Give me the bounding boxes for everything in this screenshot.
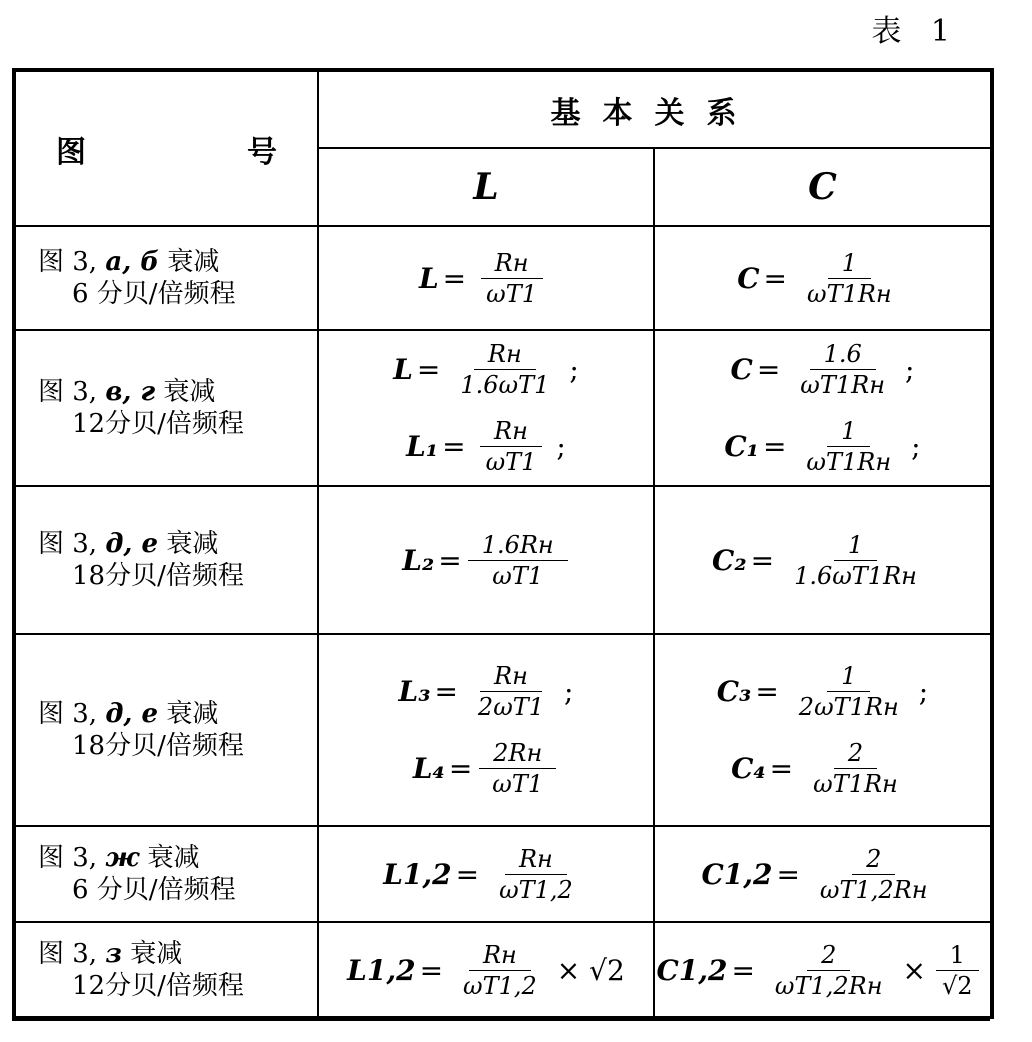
figure-cell [14,922,318,1018]
L-1-fraction [472,248,551,309]
C-1-suffix: × [902,953,926,987]
figure-prefix: 图 3, [38,699,106,729]
formula-stack-C [655,836,990,913]
L-2-formula [406,416,566,477]
C-2-equals: = [769,752,794,785]
formula-cell-C [654,826,992,922]
table-body [14,226,992,1018]
C-2-lhs: C₁ [724,430,759,463]
L-1-lhs: L₂ [402,543,435,577]
formula-stack-C [655,331,990,485]
figure-attenuation: 衰减 [139,843,200,873]
L-1-equals: = [455,857,480,891]
formula-cell-L [318,634,654,826]
figure-prefix: 图 3, [38,377,106,407]
L-1-formula [393,339,579,400]
C-2-denominator: ωT1Rн [813,770,898,798]
L-1-fraction [464,661,558,722]
basic-relation-header: 基本关系 [318,70,992,148]
C-1-formula [712,530,933,591]
formula-stack-C [655,240,990,317]
L-1-fraction [449,940,551,1001]
C-2-denominator: ωT1Rн [806,448,892,476]
C-1-lhs: C₂ [712,543,747,577]
figure-cell [14,826,318,922]
figure-line-2: 18分贝/倍频程 [72,731,244,761]
L-1-numerator: Rн [480,661,542,692]
L-2-formula [413,738,559,799]
figure-attenuation: 衰减 [155,377,216,407]
L-1-numerator: Rн [481,248,543,279]
formula-stack-C [655,653,990,807]
C-1-suffix: ; [905,353,915,386]
C-1-numerator: 1 [827,661,870,692]
formula-cell-C [654,330,992,486]
L-2-lhs: L₄ [412,752,445,785]
figure-prefix: 图 3, [38,939,106,969]
C-1-equals: = [755,675,779,708]
C-1-lhs: C₃ [716,675,752,708]
bottom-rule [12,1016,990,1021]
formula-stack-L [319,836,653,913]
figure-cell [14,330,318,486]
L-1-denominator: 2ωT1 [477,693,545,721]
C-1-fraction [793,248,906,309]
C-1-denominator: ωT1Rн [807,279,892,308]
C-1-fraction [786,339,899,400]
L-1-formula [399,661,574,722]
formula-cell-L [318,826,654,922]
L-2-equals: = [448,752,473,785]
formula-cell-L [318,226,654,330]
L-2-fraction [472,416,551,477]
C-1-equals: = [776,857,800,891]
C-1-lhs: C1,2 [656,953,728,987]
formula-cell-C [654,226,992,330]
L-2-numerator: 2Rн [479,738,556,769]
L-1-fraction [446,339,563,400]
figure-attenuation: 衰减 [158,699,219,729]
C-1-formula [656,940,988,1001]
column-header-L: L [318,148,654,226]
formula-stack-L [319,932,653,1009]
figure-letters: a, б [105,247,160,277]
L-1-denominator: ωT1,2 [463,971,537,1000]
C-2-lhs: C₄ [731,752,766,785]
L-1-lhs: L₃ [398,675,431,708]
formula-stack-L [319,653,653,807]
L-1-formula [383,844,589,905]
L-1-formula [402,530,569,591]
formula-cell-L [318,330,654,486]
L-2-suffix: ; [556,430,566,463]
figure-prefix: 图 3, [38,247,106,277]
figure-line-2: 12分贝/倍频程 [72,409,244,439]
figure-line-1 [38,699,218,729]
figure-prefix: 图 3, [38,529,106,559]
C-1-lhs: C [737,261,760,295]
L-1-numerator: Rн [474,339,536,370]
L-1-lhs: L [393,353,413,386]
C-1-denominator: 1.6ωT1Rн [794,561,917,590]
C-1-formula [717,661,928,722]
table-row [14,826,992,922]
table-row [14,226,992,330]
L-2-equals: = [442,430,466,463]
L-1-fraction [485,844,587,905]
C-1-formula [731,339,915,400]
C-2-formula [731,738,914,799]
L-1-denominator: ωT1,2 [499,875,573,904]
table-caption: 表 1 [871,14,960,49]
L-1-equals: = [438,543,462,577]
relations-table [12,68,994,1019]
C-1-numerator: 2 [807,940,850,971]
L-1-lhs: L1,2 [383,857,452,891]
figure-line-2: 18分贝/倍频程 [72,561,244,591]
L-1-formula [419,248,553,309]
C-1-denominator-2: √2 [942,971,973,1000]
formula-stack-L [319,240,653,317]
C-1-suffix: ; [918,675,929,708]
figure-prefix: 图 3, [38,843,106,873]
L-2-denominator: ωT1 [485,448,537,476]
figure-attenuation: 衰减 [121,939,183,969]
L-2-denominator: ωT1 [492,770,544,798]
C-1-fraction [785,661,913,722]
L-2-fraction [478,738,557,799]
L-1-equals: = [416,353,441,386]
formula-cell-C [654,634,992,826]
C-1-formula [701,844,943,905]
L-1-denominator: ωT1 [492,561,544,590]
formula-stack-C [655,932,990,1009]
figure-line-2: 6 分贝/倍频程 [72,875,236,905]
L-2-lhs: L₁ [406,430,439,463]
C-1-equals: = [756,353,781,386]
figure-cell [14,226,318,330]
C-2-numerator: 1 [827,416,870,447]
L-2-numerator: Rн [480,416,542,447]
formula-stack-L [319,331,653,485]
column-header-C: C [654,148,992,226]
C-1-numerator: 1 [834,530,877,561]
figure-line-1 [38,843,200,873]
formula-cell-L [318,922,654,1018]
C-2-numerator: 2 [834,738,877,769]
C-1-formula [737,248,908,309]
C-1-lhs: C [730,353,753,386]
C-1-fraction [780,530,931,591]
L-1-equals: = [419,953,444,987]
C-1-equals: = [731,953,755,987]
table-row [14,486,992,634]
L-1-denominator: 1.6ωT1 [460,371,550,399]
L-1-suffix: ; [564,675,574,708]
table-row [14,330,992,486]
C-1-numerator: 2 [852,844,895,875]
figure-letters: д, е [105,699,159,729]
C-1-numerator: 1 [828,248,871,279]
formula-cell-C [654,486,992,634]
figure-cell [14,634,318,826]
L-1-numerator: Rн [469,940,531,971]
C-1-fraction-2 [928,940,987,1001]
figure-line-1 [38,939,182,969]
C-2-suffix: ; [911,430,921,463]
figure-line-1 [38,377,215,407]
C-1-denominator: ωT1,2Rн [819,875,928,904]
L-1-lhs: L [418,261,439,295]
C-2-equals: = [762,430,787,463]
figure-line-2: 6 分贝/倍频程 [72,279,236,309]
figure-attenuation: 衰减 [158,529,219,559]
figure-cell [14,486,318,634]
C-2-fraction [792,416,905,477]
L-1-formula [347,940,625,1001]
figure-letters: д, е [105,529,159,559]
figure-header-char-1: 图 [56,134,86,170]
formula-stack-L [319,522,653,599]
table-row [14,634,992,826]
figure-line-2: 12分贝/倍频程 [72,971,244,1001]
C-1-equals: = [750,543,775,577]
formula-cell-C [654,922,992,1018]
figure-letters: в, г [105,377,156,407]
formula-stack-C [655,522,990,599]
L-1-suffix: × √2 [556,953,625,987]
figure-attenuation: 衰减 [159,247,220,277]
L-1-fraction [468,530,568,591]
L-1-numerator: Rн [505,844,567,875]
C-1-denominator: ωT1Rн [800,371,886,399]
C-1-fraction [761,940,897,1001]
formula-cell-L [318,486,654,634]
L-1-numerator: 1.6Rн [468,530,568,561]
L-1-suffix: ; [569,353,579,386]
C-1-denominator: 2ωT1Rн [798,693,899,721]
C-1-numerator-2: 1 [936,940,979,971]
figure-letters: ж [105,843,140,873]
figure-line-1 [38,529,218,559]
L-1-denominator: ωT1 [486,279,537,308]
C-2-fraction [799,738,912,799]
figure-number-header [14,70,318,226]
L-1-equals: = [434,675,458,708]
figure-header-char-2: 号 [247,134,277,170]
L-1-equals: = [442,261,467,295]
table-row [14,922,992,1018]
figure-line-1 [38,247,219,277]
C-1-fraction [806,844,942,905]
C-1-lhs: C1,2 [701,857,773,891]
figure-letters: з [105,939,122,969]
L-1-lhs: L1,2 [347,953,416,987]
C-1-numerator: 1.6 [810,339,876,370]
C-1-equals: = [763,261,788,295]
C-2-formula [724,416,920,477]
C-1-denominator: ωT1,2Rн [774,971,883,1000]
